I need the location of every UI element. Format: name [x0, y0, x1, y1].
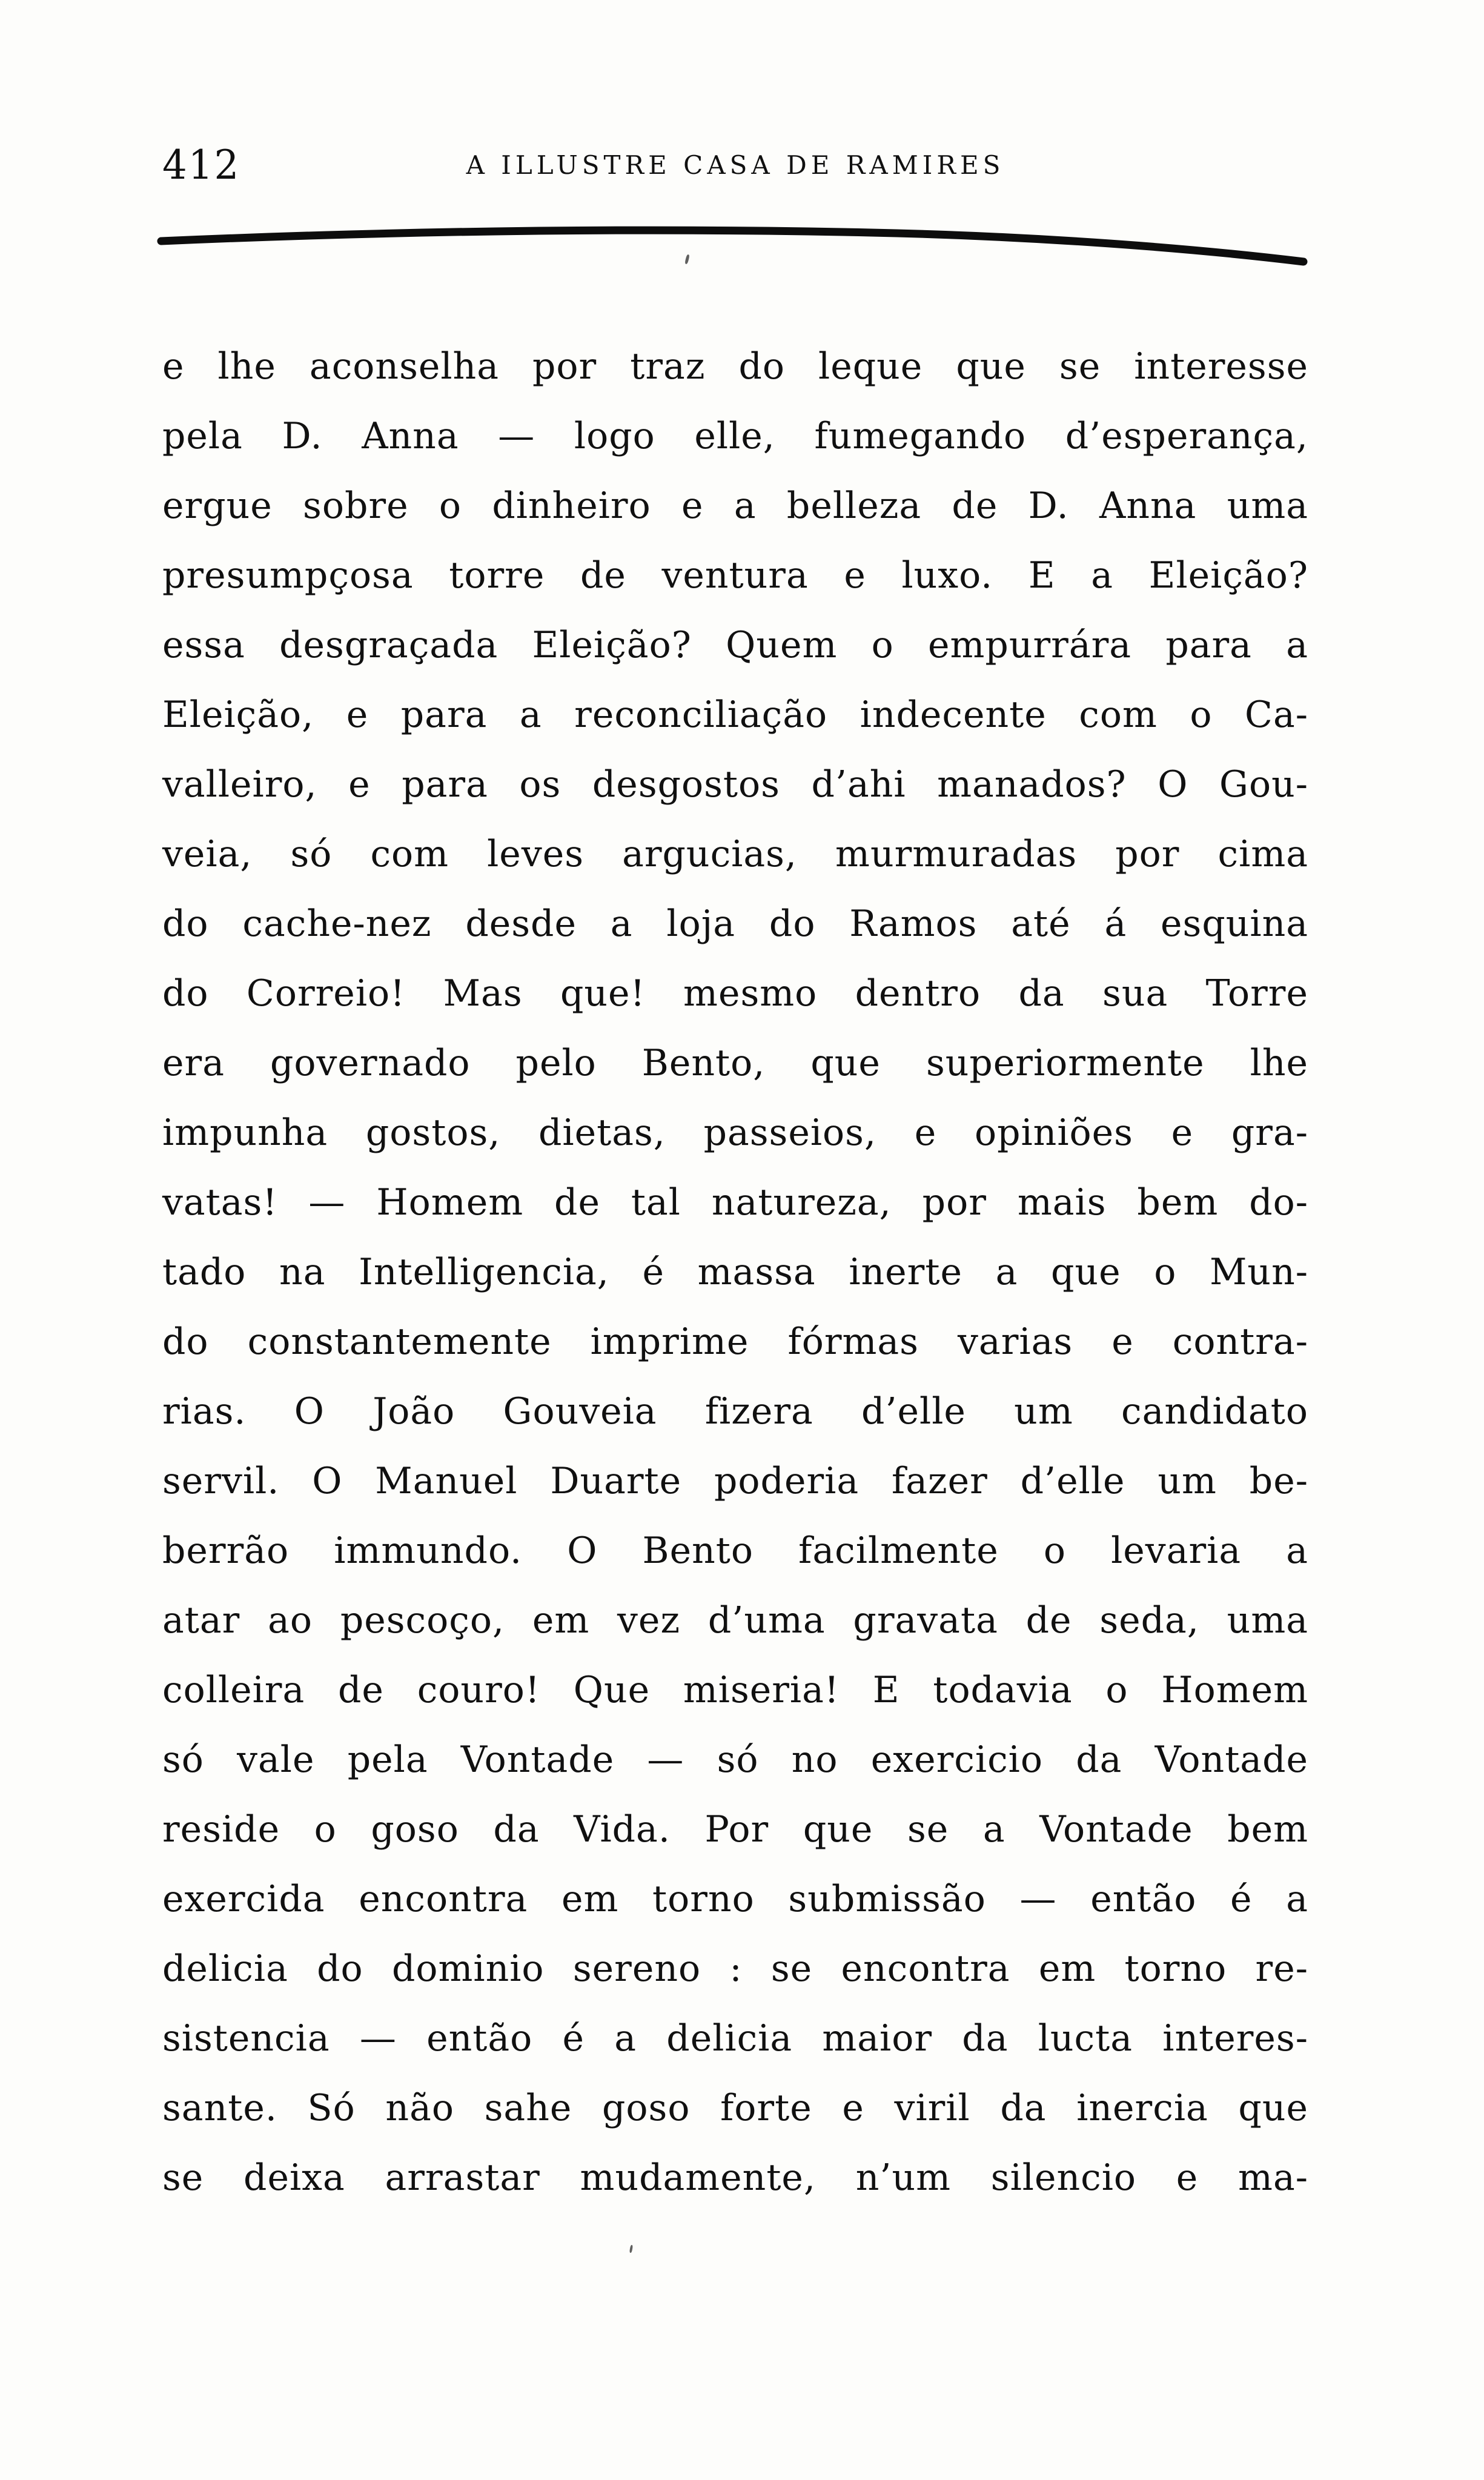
text-line: sante. Só não sahe goso forte e viril da inercia que [162, 2087, 1308, 2129]
text-line: ergue sobre o dinheiro e a belleza de D. Anna uma [162, 485, 1308, 527]
text-line: se deixa arrastar mudamente, n’um silencio e ma- [162, 2157, 1308, 2199]
text-line: essa desgraçada Eleição? Quem o empurrára para a [162, 624, 1308, 666]
text-line: do Correio! Mas que! mesmo dentro da sua Torre [162, 972, 1308, 1015]
text-line: só vale pela Vontade — só no exercicio da Vontade [162, 1739, 1308, 1781]
text-line: valleiro, e para os desgostos d’ahi manados? O Gou- [162, 763, 1308, 806]
text-line: exercida encontra em torno submissão — então é a [162, 1878, 1308, 1920]
text-line: do constantemente imprime fórmas varias e contra- [162, 1321, 1308, 1363]
running-title: A ILLUSTRE CASA DE RAMIRES [466, 150, 1005, 180]
text-line: e lhe aconselha por traz do leque que se interesse [162, 345, 1308, 388]
text-line: presumpçosa torre de ventura e luxo. E a Eleição? [162, 554, 1308, 597]
text-line: pela D. Anna — logo elle, fumegando d’esperança, [162, 415, 1308, 457]
body-text [162, 332, 1308, 2213]
text-line: veia, só com leves argucias, murmuradas por cima [162, 833, 1308, 875]
page-number: 412 [162, 142, 240, 189]
text-line: atar ao pescoço, em vez d’uma gravata de seda, uma [162, 1599, 1308, 1642]
text-line: berrão immundo. O Bento facilmente o levaria a [162, 1530, 1308, 1572]
text-line: do cache-nez desde a loja do Ramos até á esquina [162, 903, 1308, 945]
scan-speck [629, 2245, 633, 2253]
text-line: vatas! — Homem de tal natureza, por mais bem do- [162, 1181, 1308, 1224]
text-line: rias. O João Gouveia fizera d’elle um candidato [162, 1390, 1308, 1433]
text-line: delicia do dominio sereno : se encontra em torno re- [162, 1948, 1308, 1990]
text-line: reside o goso da Vida. Por que se a Vontade bem [162, 1808, 1308, 1851]
text-line: impunha gostos, dietas, passeios, e opiniões e gra- [162, 1112, 1308, 1154]
text-line: era governado pelo Bento, que superiormente lhe [162, 1042, 1308, 1084]
text-line: sistencia — então é a delicia maior da lucta interes- [162, 2017, 1308, 2060]
text-line: servil. O Manuel Duarte poderia fazer d’elle um be- [162, 1460, 1308, 1502]
text-line: Eleição, e para a reconciliação indecente com o Ca- [162, 694, 1308, 736]
text-line: tado na Intelligencia, é massa inerte a que o Mun- [162, 1251, 1308, 1293]
text-line: colleira de couro! Que miseria! E todavia o Homem [162, 1669, 1308, 1711]
page-header [162, 139, 1308, 206]
header-rule [156, 223, 1310, 274]
